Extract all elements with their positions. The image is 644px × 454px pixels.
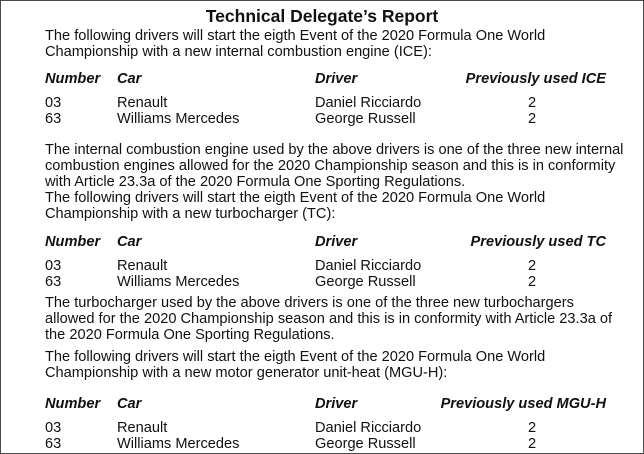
- row-driver: Daniel Ricciardo: [315, 95, 422, 111]
- col-header-car: Car: [117, 396, 142, 412]
- row-car: Williams Mercedes: [117, 111, 240, 127]
- row-car: Renault: [117, 258, 168, 274]
- col-header-number: Number: [45, 396, 101, 412]
- tc-intro-paragraph: The following drivers will start the eigth Event of the 2020 Formula One World Championship with a new turbocharger (TC):: [45, 190, 546, 222]
- row-driver: George Russell: [315, 436, 416, 452]
- tc-conformity-paragraph: The turbocharger used by the above drivers is one of the three new turbochargers allowed for the 2020 Championship season and this is in conformity with Article 23.3a of the 2020 Formula One Sporting Regulations.: [45, 295, 613, 343]
- col-header-driver: Driver: [315, 234, 358, 250]
- row-driver: George Russell: [315, 111, 416, 127]
- col-header-car: Car: [117, 71, 142, 87]
- report-title: Technical Delegate’s Report: [205, 6, 439, 26]
- row-car: Renault: [117, 95, 168, 111]
- row-previously-used: 2: [527, 111, 537, 127]
- col-header-previously-used: Previously used ICE: [465, 71, 606, 87]
- ice-intro-paragraph: The following drivers will start the eigth Event of the 2020 Formula One World Championship with a new internal combustion engine (ICE):: [45, 28, 546, 60]
- row-driver: Daniel Ricciardo: [315, 420, 422, 436]
- col-header-number: Number: [45, 71, 101, 87]
- row-number: 63: [45, 436, 62, 452]
- row-car: Williams Mercedes: [117, 436, 240, 452]
- row-number: 03: [45, 420, 62, 436]
- row-car: Williams Mercedes: [117, 274, 240, 290]
- row-previously-used: 2: [527, 95, 537, 111]
- row-previously-used: 2: [527, 420, 537, 436]
- row-previously-used: 2: [527, 274, 537, 290]
- row-driver: Daniel Ricciardo: [315, 258, 422, 274]
- col-header-car: Car: [117, 234, 142, 250]
- row-driver: George Russell: [315, 274, 416, 290]
- mguh-table: [1, 396, 643, 454]
- ice-conformity-paragraph: The internal combustion engine used by the above drivers is one of the three new internal combustion engines allowed for the 2020 Championship season and this is in conformity with Article 23.3a of the 2020 Formula One Sporting Regulations.: [45, 142, 624, 190]
- row-previously-used: 2: [527, 258, 537, 274]
- row-number: 63: [45, 274, 62, 290]
- col-header-previously-used: Previously used TC: [470, 234, 606, 250]
- mguh-intro-paragraph: The following drivers will start the eigth Event of the 2020 Formula One World Championship with a new motor generator unit-heat (MGU-H):: [45, 349, 546, 381]
- row-number: 03: [45, 258, 62, 274]
- col-header-driver: Driver: [315, 396, 358, 412]
- col-header-driver: Driver: [315, 71, 358, 87]
- row-number: 03: [45, 95, 62, 111]
- row-previously-used: 2: [527, 436, 537, 452]
- col-header-previously-used: Previously used MGU-H: [440, 396, 606, 412]
- col-header-number: Number: [45, 234, 101, 250]
- row-car: Renault: [117, 420, 168, 436]
- row-number: 63: [45, 111, 62, 127]
